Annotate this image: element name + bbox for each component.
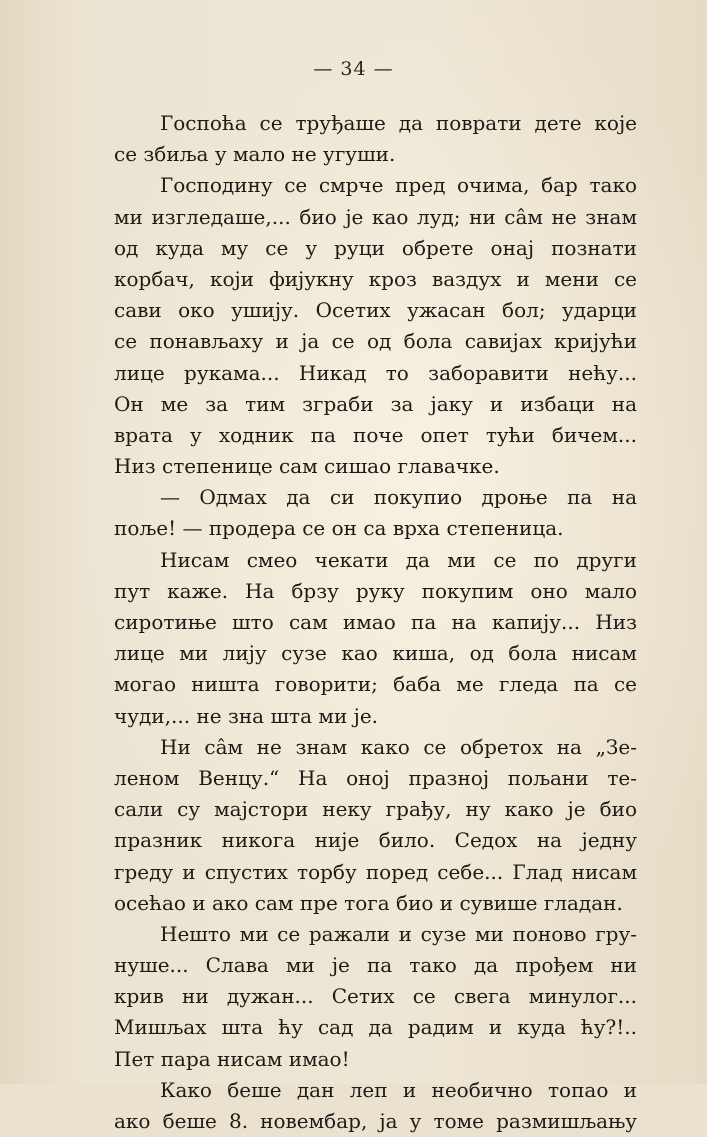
text-line: ако беше 8. новембар, ја у томе размишљању <box>114 1109 637 1133</box>
body-text <box>114 108 637 1137</box>
text-line: нуше... Слава ми је па тако да прођем ни <box>114 953 637 978</box>
text-line: лице рукама... Никад то заборавити нећу... <box>114 360 637 385</box>
text-line: сиротиње што сам имао па на капију... Низ <box>114 610 637 634</box>
text-line: Он ме за тим зграби за јаку и избаци на <box>114 391 637 416</box>
text-line: Како беше дан леп и необично топао и <box>160 1077 637 1102</box>
text-line: пут каже. На брзу руку покупим оно мало <box>114 578 637 603</box>
text-line: од куда му се у руци обрете онај познати <box>114 235 637 260</box>
text-line: сали су мајстори неку грађу, ну како је био <box>114 797 637 822</box>
text-line: Господину се смрче пред очима, бар тако <box>160 173 637 198</box>
page-number: — 34 — <box>313 58 394 80</box>
text-line: могао ништа говорити; баба ме гледа па се <box>114 672 637 697</box>
text-line: — Одмах да си покупио дроње па на <box>160 485 637 510</box>
text-line: чуди,... не зна шта ми је. <box>114 703 379 728</box>
text-line: поље! — продера се он са врха степеница. <box>114 516 564 541</box>
text-line: Пет пара нисам имао! <box>114 1046 350 1071</box>
text-line: се понављаху и ја се од бола савијах кријући <box>114 329 637 354</box>
text-line: крив ни дужан... Сетих се свега минулог... <box>114 984 637 1009</box>
text-line: сави око ушију. Осетих ужасан бол; ударци <box>114 298 637 323</box>
text-line: Ни сâм не знам како се обретох на „Зе- <box>160 734 637 759</box>
text-line: празник никога није било. Седох на једну <box>114 828 637 853</box>
text-line: лице ми лију сузе као киша, од бола нисам <box>114 641 637 666</box>
text-line: Нисам смео чекати да ми се по други <box>160 547 637 572</box>
text-line: греду и спустих торбу поред себе... Глад нисам <box>114 859 637 884</box>
text-line: леном Венцу.“ На оној празној пољани те- <box>114 765 637 790</box>
text-line: Нешто ми се ражали и сузе ми поново гру- <box>160 921 637 946</box>
text-line: осећао и ако сам пре тога био и сувише гладан. <box>114 890 623 915</box>
text-line: врата у ходник па поче опет тући бичем... <box>114 422 637 447</box>
text-line: Госпоћа се труђаше да поврати дете које <box>160 111 637 135</box>
text-line: Низ степенице сам сишао главачке. <box>114 454 500 479</box>
text-line: корбач, који фијукну кроз ваздух и мени се <box>114 266 637 291</box>
text-line: Мишљах шта ћу сад да радим и куда ћу?!.. <box>114 1015 637 1040</box>
text-line: се збиља у мало не угуши. <box>114 142 396 167</box>
text-line: ми изгледаше,... био је као луд; ни сâм не знам <box>114 204 637 229</box>
